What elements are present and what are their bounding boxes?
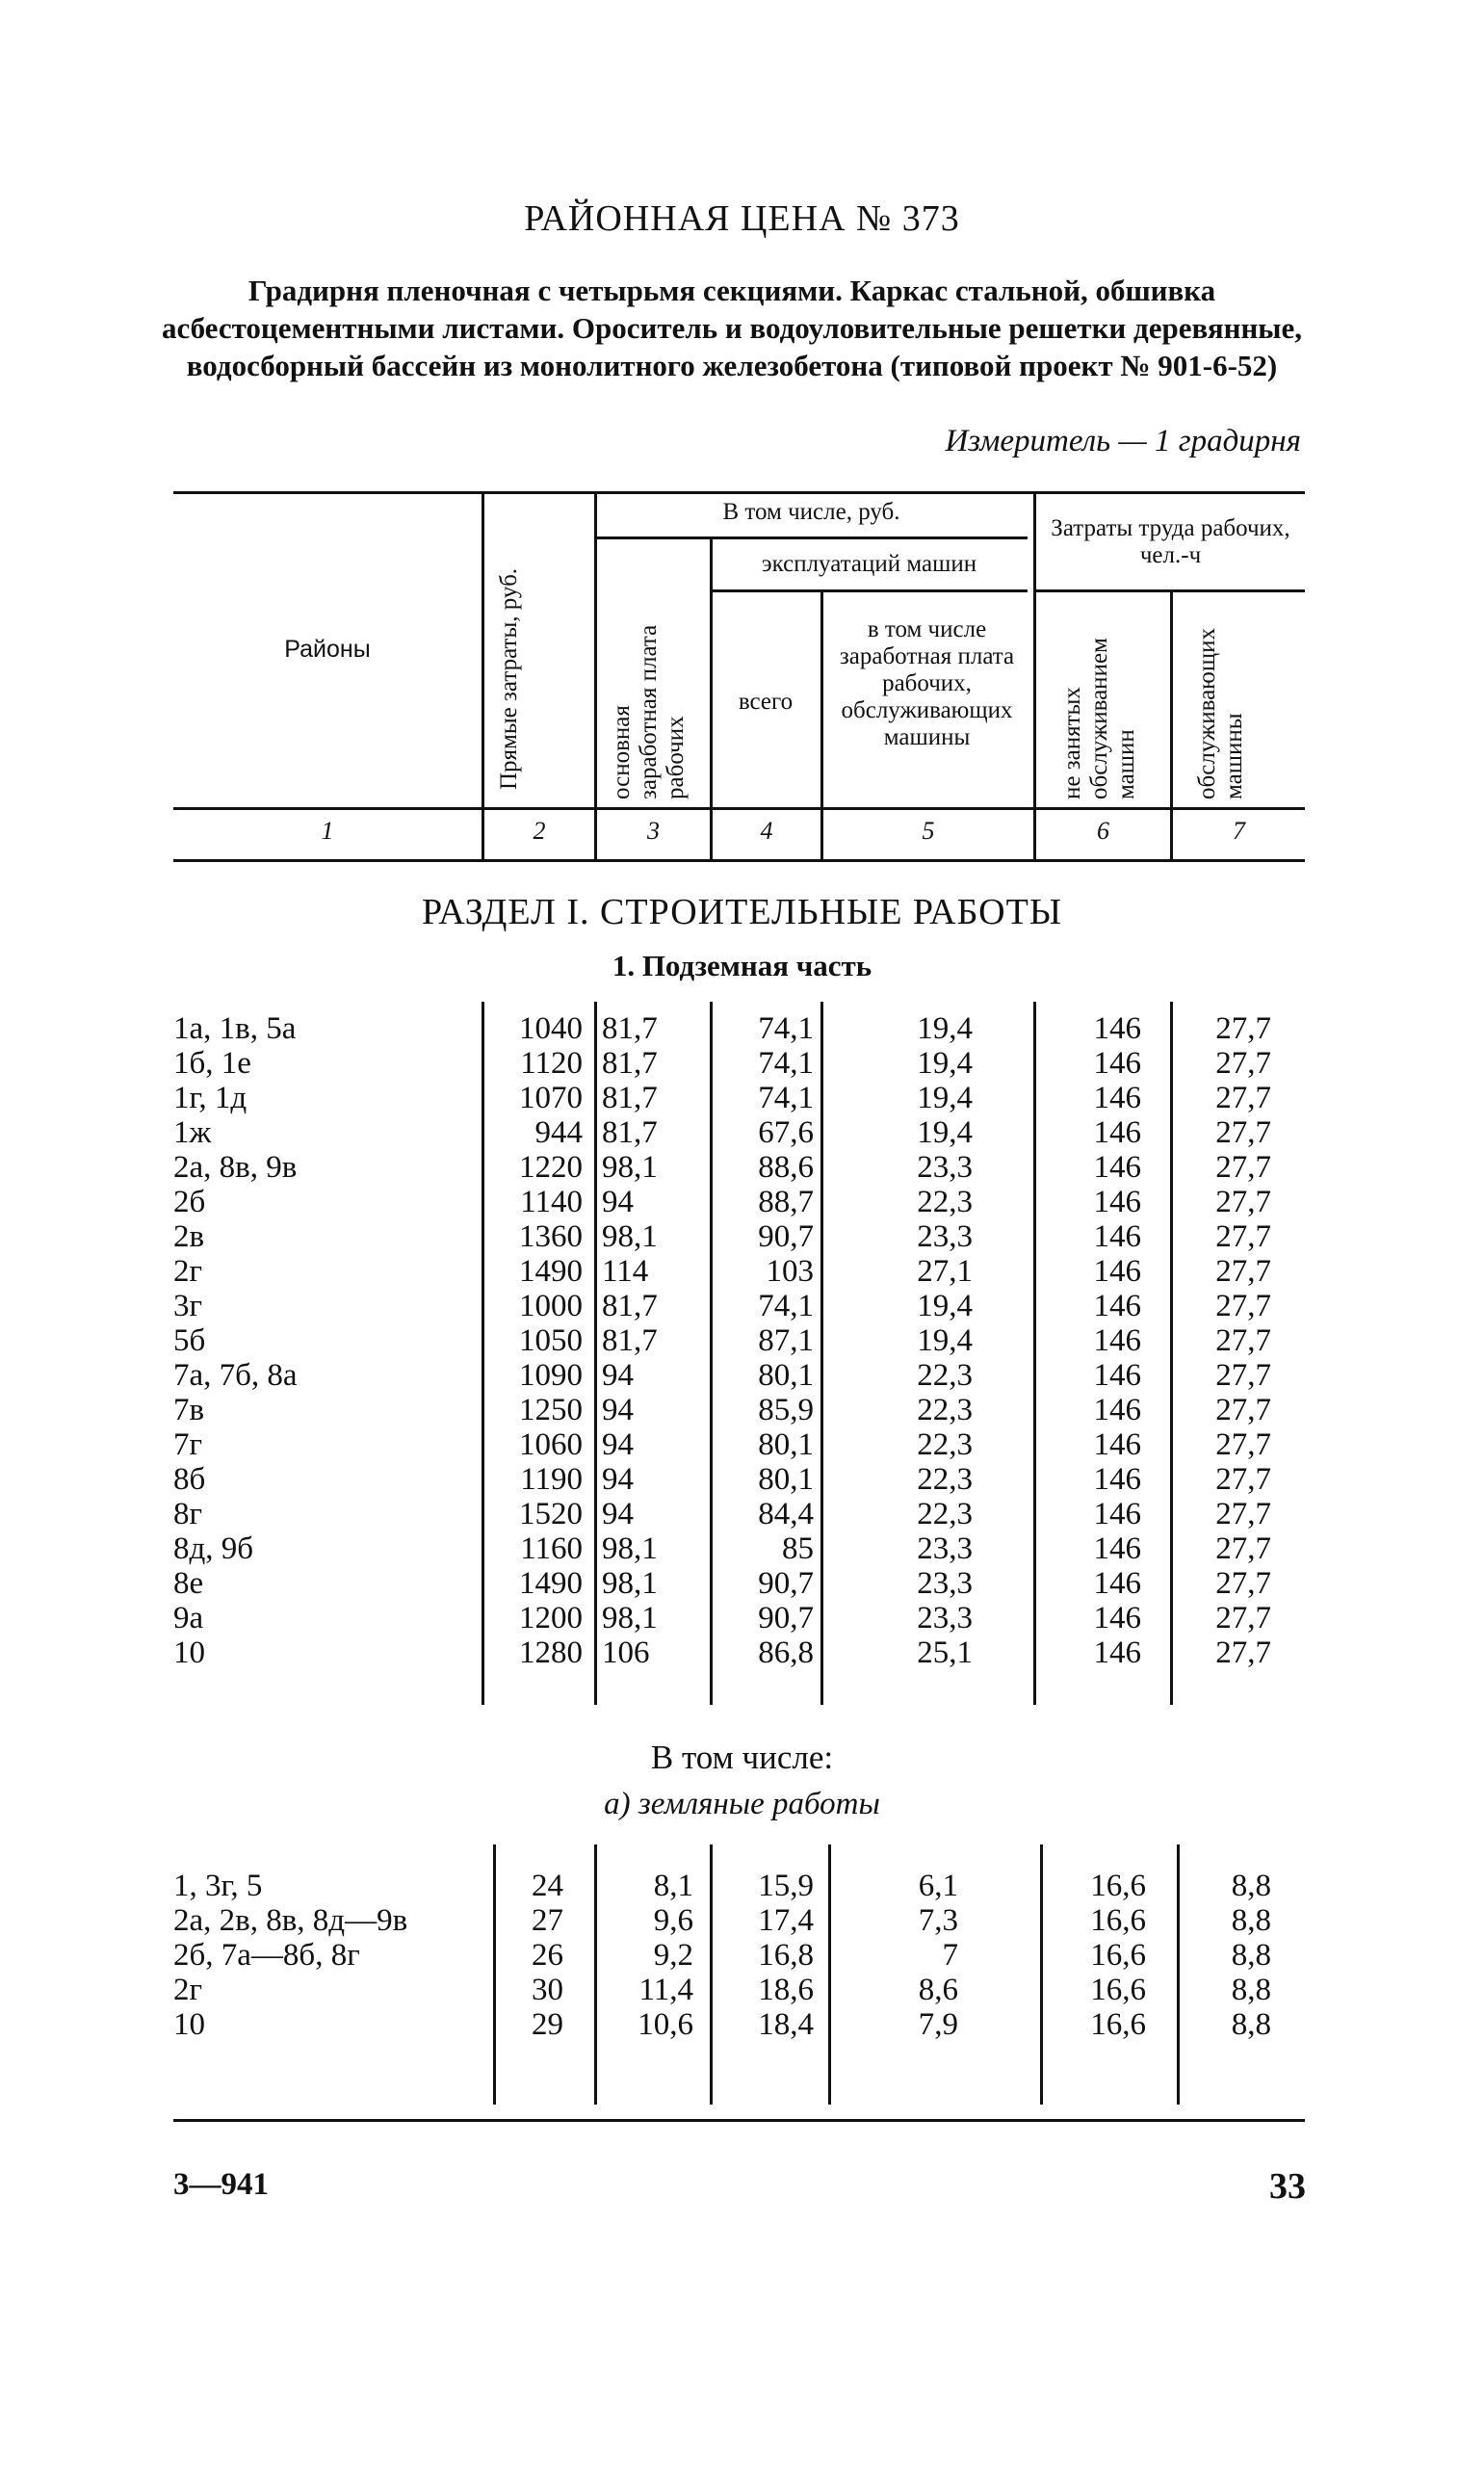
cell-machines-total: 85,9 [758, 1393, 814, 1427]
header-group-including: В том числе, руб. [722, 499, 900, 525]
cell-machines-wage: 8,6 [918, 1973, 958, 2007]
footer-rule [173, 2119, 1305, 2122]
cell-labor-machines: 27,7 [1215, 1601, 1271, 1635]
cell-machines-total: 18,4 [758, 2007, 814, 2042]
cell-direct-costs: 1490 [519, 1254, 583, 1289]
cell-labor-machines: 27,7 [1215, 1566, 1271, 1601]
cell-base-wage: 98,1 [602, 1566, 658, 1601]
cell-machines-wage: 7,3 [918, 1903, 958, 1938]
cell-machines-total: 88,6 [758, 1150, 814, 1185]
header-group-machines: эксплуатаций машин [761, 551, 977, 577]
cell-labor-machines: 8,8 [1231, 2007, 1271, 2042]
table-row [0, 1393, 1484, 1427]
group-machines-rule [710, 589, 1028, 592]
table-row [0, 1462, 1484, 1497]
group-incl-rule [594, 536, 1028, 539]
subsection-title: 1. Подземная часть [612, 949, 872, 982]
hdr-vline-5 [1033, 493, 1036, 859]
cell-direct-costs: 29 [532, 2007, 563, 2042]
table-row [0, 1903, 1484, 1938]
cell-base-wage: 94 [602, 1462, 634, 1497]
cell-labor-not-machines: 146 [1093, 1566, 1141, 1601]
cell-base-wage: 98,1 [602, 1531, 658, 1566]
table-row [0, 1531, 1484, 1566]
cell-machines-wage: 19,4 [917, 1011, 973, 1046]
section-title: РАЗДЕЛ I. СТРОИТЕЛЬНЫЕ РАБОТЫ [422, 892, 1062, 932]
cell-direct-costs: 1490 [519, 1566, 583, 1601]
table-row [0, 1289, 1484, 1323]
cell-direct-costs: 1280 [519, 1635, 583, 1670]
cell-machines-wage: 19,4 [917, 1046, 973, 1081]
cell-labor-machines: 8,8 [1231, 1938, 1271, 1973]
colnum-1: 1 [321, 817, 334, 845]
cell-labor-not-machines: 146 [1093, 1185, 1141, 1219]
cell-direct-costs: 1140 [520, 1185, 583, 1219]
cell-machines-total: 86,8 [758, 1635, 814, 1670]
cell-base-wage: 94 [602, 1497, 634, 1531]
table-row [0, 1635, 1484, 1670]
cell-labor-machines: 27,7 [1215, 1427, 1271, 1462]
cell-region: 7а, 7б, 8а [173, 1358, 298, 1393]
header-group-labor: Затраты труда рабочих, чел.-ч [1051, 515, 1290, 568]
cell-region: 2г [173, 1973, 203, 2007]
cell-region: 7в [173, 1393, 205, 1427]
cell-base-wage: 10,6 [638, 2007, 693, 2042]
cell-labor-not-machines: 146 [1093, 1046, 1141, 1081]
cell-labor-not-machines: 146 [1093, 1219, 1141, 1254]
cell-region: 1, 3г, 5 [173, 1869, 263, 1903]
cell-labor-machines: 27,7 [1215, 1185, 1271, 1219]
cell-base-wage: 98,1 [602, 1601, 658, 1635]
colnum-3: 3 [647, 817, 660, 845]
header-col6-labor-not-machines: не занятых обслуживанием машин [1059, 638, 1139, 799]
cell-labor-machines: 27,7 [1215, 1462, 1271, 1497]
header-col5-wage-in-machines: в том числе заработная плата рабочих, обслуживающих машины [839, 616, 1015, 750]
cell-labor-machines: 27,7 [1215, 1115, 1271, 1150]
cell-base-wage: 94 [602, 1393, 634, 1427]
cell-machines-wage: 23,3 [917, 1531, 973, 1566]
page-number: 33 [1269, 2166, 1306, 2207]
cell-labor-not-machines: 146 [1093, 1635, 1141, 1670]
footer-code: 3—941 [173, 2167, 269, 2202]
cell-machines-total: 84,4 [758, 1497, 814, 1531]
cell-labor-not-machines: 146 [1093, 1497, 1141, 1531]
cell-labor-machines: 27,7 [1215, 1497, 1271, 1531]
cell-labor-machines: 27,7 [1215, 1393, 1271, 1427]
cell-region: 1г, 1д [173, 1081, 247, 1115]
cell-base-wage: 9,2 [653, 1938, 693, 1973]
cell-direct-costs: 30 [532, 1973, 563, 2007]
cell-machines-wage: 25,1 [917, 1635, 973, 1670]
cell-base-wage: 9,6 [653, 1903, 693, 1938]
cell-machines-total: 17,4 [758, 1903, 814, 1938]
cell-labor-not-machines: 146 [1093, 1115, 1141, 1150]
cell-machines-wage: 19,4 [917, 1081, 973, 1115]
cell-region: 2б [173, 1185, 206, 1219]
cell-machines-wage: 23,3 [917, 1150, 973, 1185]
cell-direct-costs: 1360 [519, 1219, 583, 1254]
cell-base-wage: 81,7 [602, 1011, 658, 1046]
cell-machines-wage: 22,3 [917, 1427, 973, 1462]
cell-base-wage: 98,1 [602, 1150, 658, 1185]
table-row [0, 1254, 1484, 1289]
table-row [0, 1973, 1484, 2007]
cell-region: 8д, 9б [173, 1531, 254, 1566]
table-row [0, 1081, 1484, 1115]
cell-direct-costs: 1200 [519, 1601, 583, 1635]
cell-base-wage: 94 [602, 1358, 634, 1393]
table-row [0, 1011, 1484, 1046]
cell-base-wage: 98,1 [602, 1219, 658, 1254]
cell-base-wage: 114 [602, 1254, 649, 1289]
cell-direct-costs: 1040 [519, 1011, 583, 1046]
cell-machines-total: 80,1 [758, 1427, 814, 1462]
cell-region: 2г [173, 1254, 203, 1289]
colnum-4: 4 [760, 817, 773, 845]
cell-region: 7г [173, 1427, 203, 1462]
including-subtitle: а) земляные работы [604, 1787, 880, 1821]
cell-labor-machines: 27,7 [1215, 1150, 1271, 1185]
cell-machines-total: 85 [782, 1531, 814, 1566]
cell-base-wage: 11,4 [638, 1973, 693, 2007]
cell-labor-machines: 27,7 [1215, 1635, 1271, 1670]
cell-machines-wage: 7 [942, 1938, 958, 1973]
cell-machines-wage: 7,9 [918, 2007, 958, 2042]
cell-region: 8г [173, 1497, 203, 1531]
cell-region: 1а, 1в, 5а [173, 1011, 297, 1046]
cell-labor-machines: 8,8 [1231, 1903, 1271, 1938]
header-col7-labor-machines: обслуживающих машины [1194, 628, 1247, 799]
cell-labor-not-machines: 146 [1093, 1289, 1141, 1323]
header-col2-direct-costs: Прямые затраты, руб. [496, 567, 522, 790]
cell-machines-wage: 23,3 [917, 1566, 973, 1601]
cell-machines-wage: 22,3 [917, 1393, 973, 1427]
cell-base-wage: 94 [602, 1185, 634, 1219]
cell-direct-costs: 1520 [519, 1497, 583, 1531]
table-row [0, 1358, 1484, 1393]
cell-labor-not-machines: 146 [1093, 1427, 1141, 1462]
table-row [0, 1938, 1484, 1973]
cell-base-wage: 81,7 [602, 1323, 658, 1358]
hdr-vline-2 [594, 493, 597, 859]
cell-machines-wage: 22,3 [917, 1462, 973, 1497]
cell-region: 1б, 1е [173, 1046, 251, 1081]
cell-machines-wage: 27,1 [917, 1254, 973, 1289]
cell-direct-costs: 1160 [520, 1531, 583, 1566]
cell-region: 2в [173, 1219, 205, 1254]
colnum-2: 2 [533, 817, 546, 845]
cell-direct-costs: 24 [532, 1869, 563, 1903]
header-top-rule [173, 491, 1305, 494]
cell-region: 5б [173, 1323, 206, 1358]
table-row [0, 1046, 1484, 1081]
page-title: РАЙОННАЯ ЦЕНА № 373 [524, 198, 960, 239]
cell-labor-machines: 8,8 [1231, 1973, 1271, 2007]
cell-machines-wage: 23,3 [917, 1601, 973, 1635]
cell-base-wage: 8,1 [653, 1869, 693, 1903]
colnum-5: 5 [922, 817, 935, 845]
table-row [0, 1869, 1484, 1903]
including-title: В том числе: [650, 1739, 834, 1776]
cell-labor-machines: 27,7 [1215, 1358, 1271, 1393]
cell-region: 1ж [173, 1115, 212, 1150]
cell-labor-not-machines: 146 [1093, 1323, 1141, 1358]
table-row [0, 1219, 1484, 1254]
document-subtitle: Градирня пленочная с четырьмя секциями. Каркас стальной, обшивка асбестоцементными листами. Ороситель и водоуловительные решетки деревянные, водосборный бассейн из монолитного железобетона (типовой проект № 901-6-52) [161, 274, 1303, 382]
cell-labor-machines: 27,7 [1215, 1219, 1271, 1254]
cell-direct-costs: 944 [534, 1115, 583, 1150]
cell-base-wage: 106 [602, 1635, 650, 1670]
table-row [0, 1115, 1484, 1150]
table-row [0, 1323, 1484, 1358]
cell-labor-not-machines: 146 [1093, 1011, 1141, 1046]
cell-direct-costs: 1250 [519, 1393, 583, 1427]
cell-machines-wage: 22,3 [917, 1185, 973, 1219]
cell-labor-not-machines: 146 [1093, 1393, 1141, 1427]
cell-labor-not-machines: 146 [1093, 1254, 1141, 1289]
cell-labor-not-machines: 146 [1093, 1601, 1141, 1635]
table-row [0, 1566, 1484, 1601]
cell-region: 2б, 7а—8б, 8г [173, 1938, 360, 1973]
cell-region: 2а, 8в, 9в [173, 1150, 298, 1185]
cell-region: 10 [173, 2007, 205, 2042]
cell-labor-machines: 27,7 [1215, 1323, 1271, 1358]
table-row [0, 1427, 1484, 1462]
cell-region: 8е [173, 1566, 204, 1601]
cell-machines-total: 74,1 [758, 1011, 814, 1046]
cell-direct-costs: 27 [532, 1903, 563, 1938]
cell-base-wage: 94 [602, 1427, 634, 1462]
cell-labor-not-machines: 16,6 [1090, 1869, 1146, 1903]
table-row [0, 2007, 1484, 2042]
cell-labor-machines: 27,7 [1215, 1531, 1271, 1566]
cell-machines-wage: 23,3 [917, 1219, 973, 1254]
cell-machines-total: 90,7 [758, 1219, 814, 1254]
cell-labor-not-machines: 16,6 [1090, 1903, 1146, 1938]
cell-machines-total: 88,7 [758, 1185, 814, 1219]
cell-region: 8б [173, 1462, 206, 1497]
header-col4-total: всего [738, 689, 794, 715]
table-row [0, 1601, 1484, 1635]
cell-direct-costs: 1190 [520, 1462, 583, 1497]
cell-labor-machines: 8,8 [1231, 1869, 1271, 1903]
measurement-unit: Измеритель — 1 градирня [945, 424, 1301, 458]
cell-machines-wage: 6,1 [918, 1869, 958, 1903]
cell-labor-machines: 27,7 [1215, 1254, 1271, 1289]
colnum-7: 7 [1233, 817, 1245, 845]
cell-labor-not-machines: 146 [1093, 1462, 1141, 1497]
cell-direct-costs: 1050 [519, 1323, 583, 1358]
cell-labor-not-machines: 16,6 [1090, 1938, 1146, 1973]
cell-machines-wage: 19,4 [917, 1289, 973, 1323]
cell-machines-wage: 22,3 [917, 1497, 973, 1531]
cell-direct-costs: 1120 [520, 1046, 583, 1081]
header-col1-regions: Районы [284, 636, 371, 663]
colnum-6: 6 [1097, 817, 1109, 845]
cell-base-wage: 81,7 [602, 1289, 658, 1323]
cell-labor-machines: 27,7 [1215, 1011, 1271, 1046]
cell-machines-total: 15,9 [758, 1869, 814, 1903]
cell-labor-machines: 27,7 [1215, 1081, 1271, 1115]
cell-labor-not-machines: 16,6 [1090, 1973, 1146, 2007]
cell-direct-costs: 26 [532, 1938, 563, 1973]
cell-machines-wage: 22,3 [917, 1358, 973, 1393]
header-bottom-rule [173, 807, 1305, 810]
cell-machines-total: 67,6 [758, 1115, 814, 1150]
cell-direct-costs: 1070 [519, 1081, 583, 1115]
cell-machines-total: 80,1 [758, 1462, 814, 1497]
cell-region: 3г [173, 1289, 203, 1323]
cell-machines-total: 18,6 [758, 1973, 814, 2007]
header-col3-base-wage: основная заработная плата рабочих [609, 624, 689, 799]
cell-machines-total: 87,1 [758, 1323, 814, 1358]
cell-machines-wage: 19,4 [917, 1323, 973, 1358]
cell-base-wage: 81,7 [602, 1115, 658, 1150]
cell-base-wage: 81,7 [602, 1081, 658, 1115]
cell-machines-total: 90,7 [758, 1566, 814, 1601]
table-row [0, 1497, 1484, 1531]
cell-direct-costs: 1220 [519, 1150, 583, 1185]
cell-direct-costs: 1000 [519, 1289, 583, 1323]
table-row [0, 1150, 1484, 1185]
cell-region: 10 [173, 1635, 205, 1670]
cell-machines-total: 103 [766, 1254, 814, 1289]
cell-labor-machines: 27,7 [1215, 1289, 1271, 1323]
cell-base-wage: 81,7 [602, 1046, 658, 1081]
cell-machines-total: 74,1 [758, 1081, 814, 1115]
cell-labor-not-machines: 146 [1093, 1358, 1141, 1393]
cell-direct-costs: 1090 [519, 1358, 583, 1393]
cell-labor-not-machines: 146 [1093, 1150, 1141, 1185]
cell-labor-not-machines: 146 [1093, 1531, 1141, 1566]
cell-labor-not-machines: 146 [1093, 1081, 1141, 1115]
cell-machines-total: 74,1 [758, 1046, 814, 1081]
cell-machines-total: 16,8 [758, 1938, 814, 1973]
cell-labor-not-machines: 16,6 [1090, 2007, 1146, 2042]
table-row [0, 1185, 1484, 1219]
cell-machines-total: 90,7 [758, 1601, 814, 1635]
cell-region: 9а [173, 1601, 204, 1635]
cell-machines-total: 74,1 [758, 1289, 814, 1323]
colnum-bottom-rule [173, 859, 1305, 862]
cell-direct-costs: 1060 [519, 1427, 583, 1462]
cell-machines-total: 80,1 [758, 1358, 814, 1393]
cell-region: 2а, 2в, 8в, 8д—9в [173, 1903, 408, 1938]
hdr-vline-1 [482, 493, 484, 859]
cell-machines-wage: 19,4 [917, 1115, 973, 1150]
cell-labor-machines: 27,7 [1215, 1046, 1271, 1081]
